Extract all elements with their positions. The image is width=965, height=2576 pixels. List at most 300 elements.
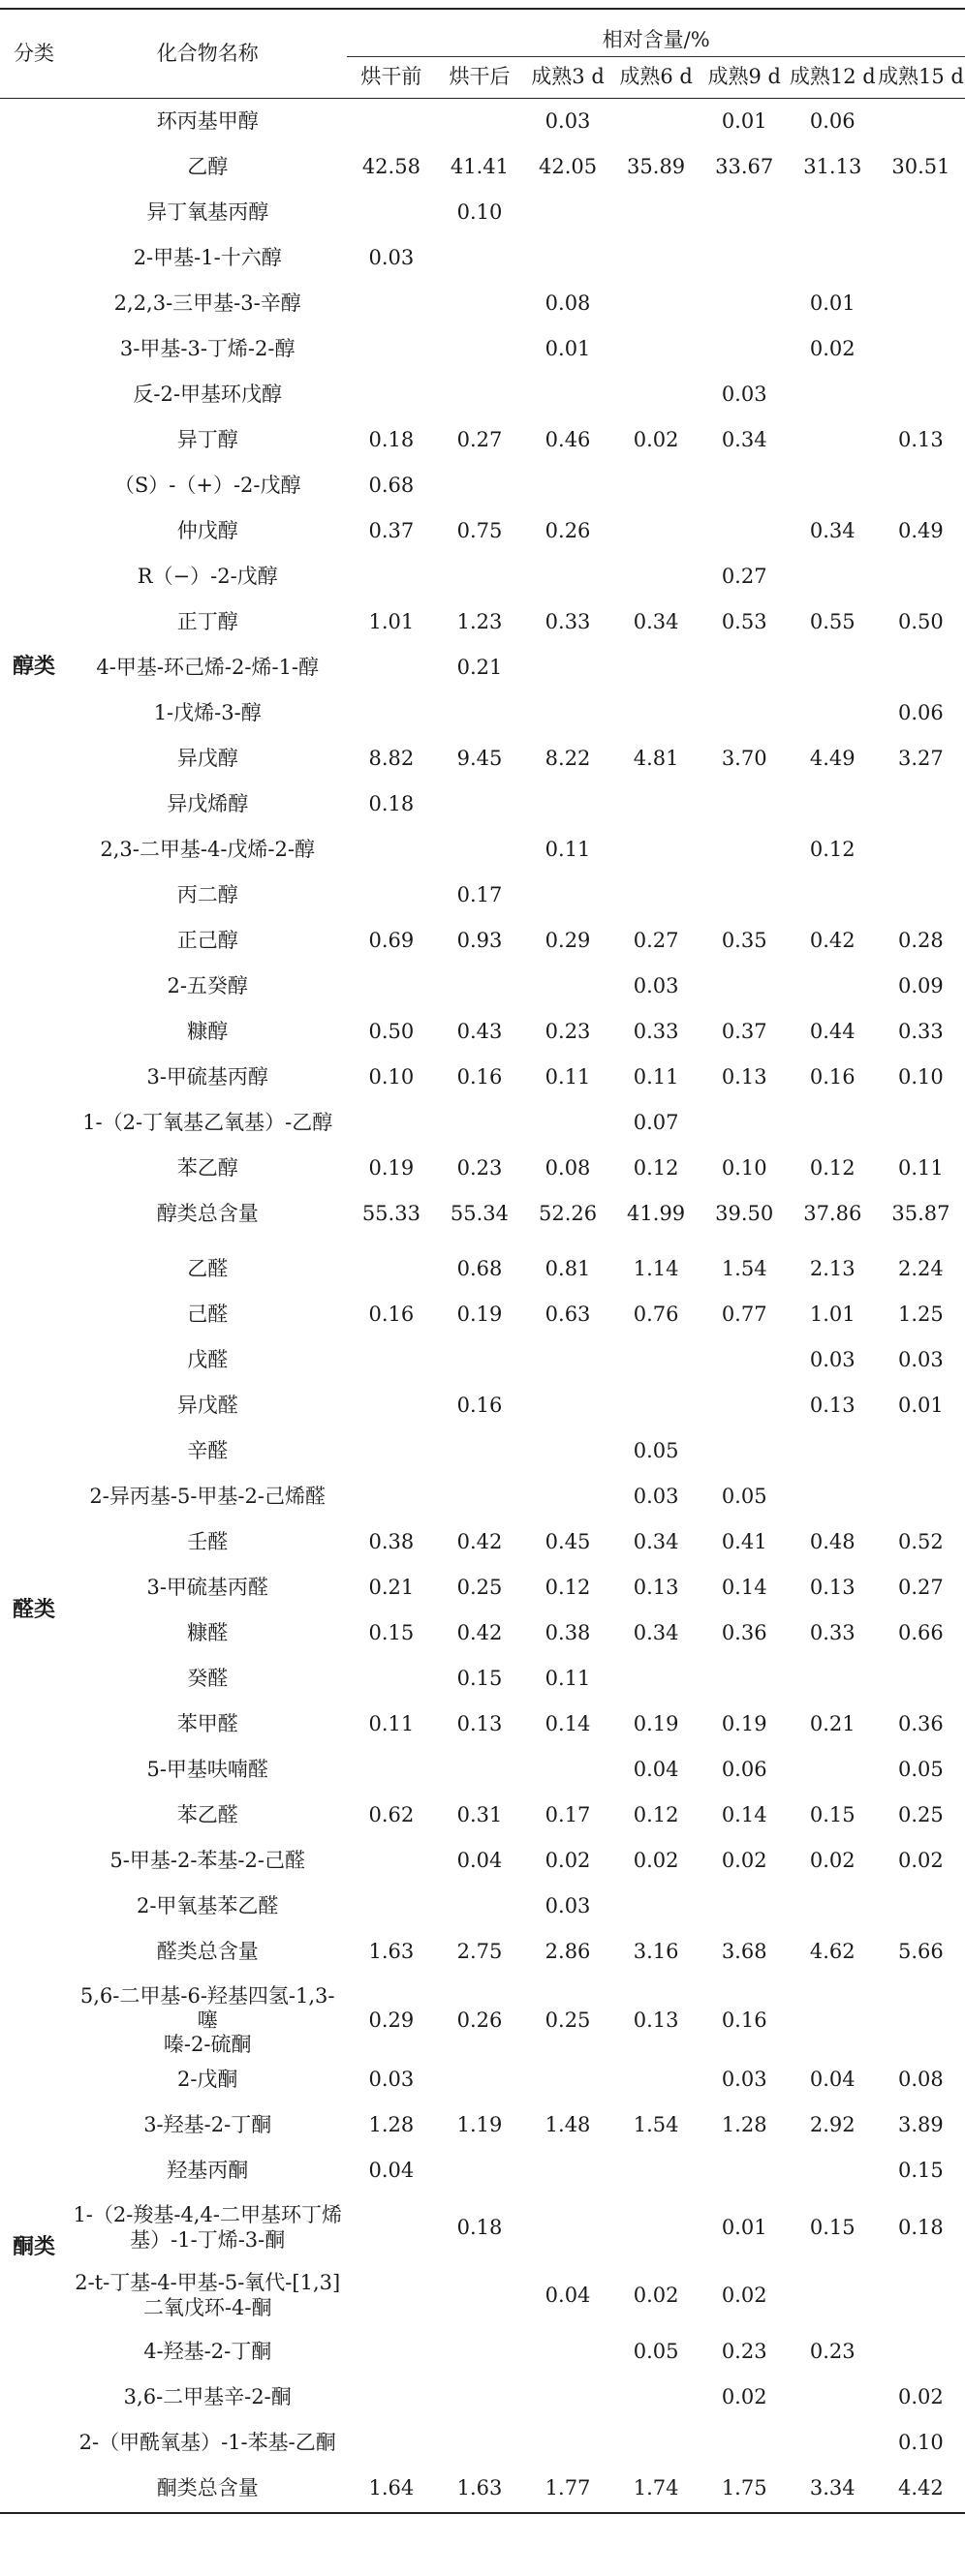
- value-cell: 0.23: [456, 1155, 503, 1180]
- table-row: [0, 99, 965, 145]
- value-cell: [347, 2330, 435, 2376]
- table-row: [0, 463, 965, 508]
- table-row: [0, 964, 965, 1009]
- compound-name: 异戊烯醇: [167, 791, 249, 815]
- table-row: [0, 827, 965, 873]
- value-cell: [877, 372, 965, 417]
- value-cell: 0.03: [898, 1347, 944, 1371]
- header-stage: 成熟6 d: [612, 57, 700, 99]
- value-cell: 0.26: [456, 2009, 503, 2033]
- value-cell: [435, 463, 523, 508]
- value-cell: 0.13: [633, 2009, 679, 2033]
- table-row: [0, 2194, 965, 2262]
- table-row: [0, 1610, 965, 1656]
- value-cell: 0.21: [368, 1575, 415, 1599]
- table-row: [0, 1337, 965, 1383]
- value-cell: 4.42: [877, 2467, 965, 2513]
- value-cell: 0.42: [809, 928, 856, 952]
- value-cell: 0.33: [809, 1620, 856, 1644]
- value-cell: 0.02: [721, 1848, 767, 1872]
- value-cell: 0.18: [368, 427, 415, 451]
- value-cell: [347, 1337, 435, 1383]
- value-cell: [347, 1474, 435, 1519]
- value-cell: 0.23: [809, 2340, 856, 2364]
- header-compound-name: 化合物名称: [68, 9, 347, 99]
- value-cell: 0.10: [898, 1064, 944, 1089]
- value-cell: 0.44: [809, 1019, 856, 1043]
- value-cell: [435, 372, 523, 417]
- value-cell: 0.34: [633, 609, 679, 633]
- value-cell: [789, 1474, 877, 1519]
- compound-name: 苯甲醛: [176, 1711, 238, 1735]
- table-row: [0, 281, 965, 326]
- value-cell: 0.38: [545, 1620, 591, 1644]
- compound-name: 辛醛: [187, 1438, 229, 1462]
- value-cell: [789, 554, 877, 599]
- table-row: [0, 2149, 965, 2194]
- value-cell: 0.03: [368, 245, 415, 269]
- value-cell: 0.33: [545, 609, 591, 633]
- value-cell: 0.18: [368, 791, 415, 815]
- value-cell: 0.03: [809, 1347, 856, 1371]
- value-cell: 0.11: [633, 1064, 679, 1089]
- value-cell: 0.10: [721, 1155, 767, 1180]
- value-cell: [435, 827, 523, 873]
- compound-name: 糠醇: [187, 1019, 229, 1043]
- value-cell: [347, 1884, 435, 1929]
- value-cell: 0.19: [456, 1302, 503, 1326]
- value-cell: 0.69: [368, 928, 415, 952]
- value-cell: 0.43: [456, 1019, 503, 1043]
- table-row: [0, 1747, 965, 1793]
- value-cell: [612, 2149, 700, 2194]
- table-row: [0, 1656, 965, 1702]
- value-cell: [877, 326, 965, 372]
- value-cell: 0.12: [545, 1575, 591, 1599]
- value-cell: 0.17: [545, 1802, 591, 1826]
- value-cell: 0.76: [633, 1302, 679, 1326]
- value-cell: 1.75: [700, 2467, 789, 2513]
- value-cell: [347, 964, 435, 1009]
- table-row: [0, 508, 965, 554]
- value-cell: [435, 2149, 523, 2194]
- compound-name: 5-甲基呋喃醛: [146, 1757, 268, 1781]
- compound-name: 2-五癸醇: [167, 973, 248, 997]
- value-cell: [700, 690, 789, 736]
- compound-name: 丙二醇: [176, 882, 238, 906]
- table-row: [0, 1884, 965, 1929]
- value-cell: [877, 99, 965, 145]
- value-cell: 0.13: [633, 1575, 679, 1599]
- value-cell: 0.10: [368, 1064, 415, 1089]
- value-cell: 0.21: [456, 655, 503, 679]
- header-stage: 成熟15 d: [877, 57, 965, 99]
- value-cell: [524, 2330, 612, 2376]
- value-cell: [789, 1884, 877, 1929]
- value-cell: 1.14: [633, 1256, 679, 1280]
- value-cell: 0.34: [809, 518, 856, 542]
- value-cell: [700, 326, 789, 372]
- value-cell: [700, 645, 789, 690]
- value-cell: 0.25: [898, 1802, 944, 1826]
- value-cell: [612, 99, 700, 145]
- compound-name: 2-甲氧基苯乙醛: [136, 1893, 279, 1917]
- value-cell: [347, 827, 435, 873]
- value-cell: 0.81: [545, 1256, 591, 1280]
- value-cell: 41.41: [450, 154, 510, 178]
- table-row: [0, 1519, 965, 1565]
- value-cell: [612, 1656, 700, 1702]
- value-cell: 0.01: [809, 291, 856, 315]
- compound-name: 1-戊烯-3-醇: [153, 700, 262, 724]
- compound-name: 3,6-二甲基辛-2-酮: [123, 2385, 292, 2409]
- category-label: 酮类: [0, 1984, 68, 2513]
- value-cell: 0.13: [898, 427, 944, 451]
- value-cell: 0.02: [809, 336, 856, 360]
- value-cell: [435, 235, 523, 281]
- value-cell: 0.11: [545, 837, 591, 861]
- value-cell: 1.64: [347, 2467, 435, 2513]
- value-cell: 0.34: [721, 427, 767, 451]
- value-cell: 0.42: [456, 1620, 503, 1644]
- value-cell: 0.03: [721, 382, 767, 406]
- table-row: [0, 2262, 965, 2330]
- table-row: [0, 1702, 965, 1747]
- value-cell: 1.28: [368, 2113, 415, 2137]
- value-cell: 2.24: [898, 1256, 944, 1280]
- value-cell: [877, 782, 965, 827]
- value-cell: [612, 2194, 700, 2262]
- table-row: [0, 235, 965, 281]
- value-cell: [877, 827, 965, 873]
- value-cell: [612, 827, 700, 873]
- value-cell: 0.11: [545, 1666, 591, 1690]
- compound-name: 4-甲基-环己烯-2-烯-1-醇: [96, 655, 320, 679]
- compound-name: 正己醇: [176, 928, 238, 952]
- value-cell: 0.37: [721, 1019, 767, 1043]
- value-cell: 0.02: [809, 1848, 856, 1872]
- value-cell: 2.13: [809, 1256, 856, 1280]
- value-cell: [789, 372, 877, 417]
- value-cell: [789, 1984, 877, 2058]
- compound-name: [68, 2194, 347, 2262]
- value-cell: [789, 2376, 877, 2421]
- value-cell: [524, 2376, 612, 2421]
- table-row: [0, 1428, 965, 1474]
- value-cell: 0.17: [456, 882, 503, 906]
- table-row: [0, 2103, 965, 2149]
- value-cell: 1.54: [633, 2113, 679, 2137]
- value-cell: 0.52: [898, 1529, 944, 1553]
- value-cell: 39.50: [715, 1201, 774, 1225]
- value-cell: 3.70: [721, 746, 767, 770]
- table-row: [0, 554, 965, 599]
- table-row: [0, 2421, 965, 2467]
- value-cell: 3.68: [721, 1939, 767, 1963]
- value-cell: [877, 554, 965, 599]
- value-cell: 0.02: [545, 1848, 591, 1872]
- value-cell: [612, 554, 700, 599]
- value-cell: 0.07: [633, 1110, 679, 1134]
- value-cell: 0.28: [898, 928, 944, 952]
- compound-name: （S）-（+）-2-戊醇: [113, 473, 301, 497]
- value-cell: [789, 1656, 877, 1702]
- value-cell: 0.34: [633, 1620, 679, 1644]
- value-cell: [700, 235, 789, 281]
- value-cell: 0.33: [898, 1019, 944, 1043]
- compound-name: 糠醛: [187, 1620, 229, 1644]
- value-cell: [347, 326, 435, 372]
- value-cell: [524, 645, 612, 690]
- value-cell: 0.03: [633, 973, 679, 997]
- value-cell: 0.04: [633, 1757, 679, 1781]
- value-cell: [524, 190, 612, 235]
- value-cell: 0.10: [898, 2431, 944, 2455]
- compound-name-line: 2-t-丁基-4-甲基-5-氧代-[1,3]: [75, 2271, 341, 2295]
- header-category: 分类: [0, 9, 68, 99]
- value-cell: 3.16: [633, 1939, 679, 1963]
- compound-name: 羟基丙酮: [167, 2159, 249, 2183]
- value-cell: [347, 281, 435, 326]
- compound-name: 3-甲硫基丙醛: [146, 1575, 268, 1599]
- value-cell: [877, 235, 965, 281]
- value-cell: 0.04: [809, 2068, 856, 2092]
- value-cell: [347, 690, 435, 736]
- value-cell: 0.01: [721, 2215, 767, 2239]
- value-cell: 0.02: [898, 2385, 944, 2409]
- value-cell: [789, 2262, 877, 2330]
- compound-name-line: 基）-1-丁烯-3-酮: [130, 2227, 286, 2252]
- value-cell: [700, 873, 789, 918]
- value-cell: [700, 827, 789, 873]
- value-cell: [700, 964, 789, 1009]
- value-cell: 0.75: [456, 518, 503, 542]
- value-cell: [789, 1100, 877, 1146]
- value-cell: 1.19: [456, 2113, 503, 2137]
- value-cell: 0.15: [898, 2159, 944, 2183]
- value-cell: [524, 1428, 612, 1474]
- value-cell: [524, 1747, 612, 1793]
- value-cell: 0.03: [368, 2068, 415, 2092]
- header-stage: 成熟3 d: [524, 57, 612, 99]
- value-cell: [612, 645, 700, 690]
- value-cell: 0.04: [456, 1848, 503, 1872]
- value-cell: [524, 690, 612, 736]
- value-cell: 0.15: [809, 2215, 856, 2239]
- value-cell: [612, 1337, 700, 1383]
- value-cell: [347, 2376, 435, 2421]
- table-row: [0, 645, 965, 690]
- compound-name: [68, 2262, 347, 2330]
- value-cell: [524, 1474, 612, 1519]
- value-cell: 55.33: [361, 1201, 420, 1225]
- compound-name: 壬醛: [187, 1529, 229, 1553]
- value-cell: 0.02: [633, 427, 679, 451]
- table-row: [0, 1793, 965, 1838]
- value-cell: 0.23: [721, 2340, 767, 2364]
- value-cell: [524, 1337, 612, 1383]
- value-cell: 9.45: [456, 746, 503, 770]
- compound-name: 2-戊酮: [176, 2068, 238, 2092]
- compound-name: 异丁氧基丙醇: [146, 199, 269, 224]
- value-cell: 1.23: [456, 609, 503, 633]
- value-cell: [789, 1747, 877, 1793]
- value-cell: [435, 964, 523, 1009]
- value-cell: 1.77: [524, 2467, 612, 2513]
- value-cell: 0.55: [809, 609, 856, 633]
- table-row: [0, 690, 965, 736]
- value-cell: [700, 782, 789, 827]
- value-cell: [877, 1474, 965, 1519]
- table-row: [0, 2467, 965, 2513]
- table-row: [0, 1246, 965, 1292]
- value-cell: [347, 1383, 435, 1428]
- value-cell: 0.15: [456, 1666, 503, 1690]
- value-cell: 3.89: [898, 2113, 944, 2137]
- value-cell: 0.01: [898, 1393, 944, 1417]
- value-cell: 1.01: [809, 1302, 856, 1326]
- compound-name-line: 嗪-2-硫酮: [163, 2033, 252, 2057]
- value-cell: 0.06: [721, 1757, 767, 1781]
- compound-name: 醛类总含量: [156, 1939, 259, 1963]
- value-cell: 41.99: [627, 1201, 686, 1225]
- value-cell: 1.54: [721, 1256, 767, 1280]
- value-cell: 0.13: [809, 1575, 856, 1599]
- value-cell: [877, 873, 965, 918]
- value-cell: [612, 1884, 700, 1929]
- value-cell: [347, 1838, 435, 1884]
- value-cell: [877, 1884, 965, 1929]
- value-cell: 0.29: [368, 2009, 415, 2033]
- value-cell: 0.49: [898, 518, 944, 542]
- value-cell: 0.34: [633, 1529, 679, 1553]
- value-cell: [700, 2421, 789, 2467]
- table-row: [0, 417, 965, 463]
- value-cell: 0.05: [633, 2340, 679, 2364]
- compound-name: 异戊醛: [176, 1393, 238, 1417]
- value-cell: 0.03: [721, 2068, 767, 2092]
- value-cell: 33.67: [715, 154, 774, 178]
- table-row: [0, 1100, 965, 1146]
- value-cell: 0.03: [545, 1893, 591, 1917]
- value-cell: [877, 1100, 965, 1146]
- value-cell: [524, 2149, 612, 2194]
- value-cell: 3.34: [789, 2467, 877, 2513]
- value-cell: [347, 645, 435, 690]
- table-row: [0, 190, 965, 235]
- section-spacer: [0, 1237, 965, 1246]
- compound-name: 苯乙醇: [176, 1155, 238, 1180]
- value-cell: 0.01: [545, 336, 591, 360]
- compound-name: [68, 1984, 347, 2058]
- value-cell: 0.08: [545, 291, 591, 315]
- table-row: [0, 144, 965, 190]
- value-cell: [789, 190, 877, 235]
- header-stage: 成熟12 d: [789, 57, 877, 99]
- value-cell: [524, 2421, 612, 2467]
- value-cell: [435, 1337, 523, 1383]
- value-cell: 0.04: [368, 2159, 415, 2183]
- table-row: [0, 2058, 965, 2103]
- value-cell: 0.45: [545, 1529, 591, 1553]
- compound-name: 异丁醇: [176, 427, 238, 451]
- compound-name: 1-（2-丁氧基乙氧基）-乙醇: [82, 1110, 333, 1134]
- table-row: [0, 2330, 965, 2376]
- value-cell: [789, 235, 877, 281]
- compound-name: 酮类总含量: [68, 2467, 347, 2513]
- compound-name: 5-甲基-2-苯基-2-己醛: [109, 1848, 305, 1872]
- value-cell: [789, 690, 877, 736]
- value-cell: [524, 372, 612, 417]
- value-cell: 1.01: [368, 609, 415, 633]
- value-cell: [347, 1656, 435, 1702]
- value-cell: [877, 2330, 965, 2376]
- compound-name: 2-（甲酰氧基）-1-苯基-乙酮: [78, 2431, 336, 2455]
- table-body: [0, 99, 965, 2513]
- value-cell: 42.58: [361, 154, 420, 178]
- table-row: [0, 1565, 965, 1610]
- value-cell: 0.27: [721, 564, 767, 588]
- compound-name: 戊醛: [187, 1347, 229, 1371]
- value-cell: 0.27: [456, 427, 503, 451]
- header-stage: 成熟9 d: [700, 57, 789, 99]
- value-cell: 0.09: [898, 973, 944, 997]
- compound-name: 4-羟基-2-丁酮: [143, 2340, 272, 2364]
- value-cell: 0.13: [721, 1064, 767, 1089]
- value-cell: 0.05: [898, 1757, 944, 1781]
- value-cell: 30.51: [891, 154, 950, 178]
- value-cell: [435, 1747, 523, 1793]
- value-cell: [435, 2421, 523, 2467]
- table-row: [0, 1055, 965, 1100]
- value-cell: 0.53: [721, 609, 767, 633]
- header-relative-content: 相对含量/%: [347, 9, 965, 57]
- value-cell: [612, 873, 700, 918]
- value-cell: 0.06: [898, 700, 944, 724]
- table-row: [0, 372, 965, 417]
- value-cell: [347, 554, 435, 599]
- value-cell: [789, 417, 877, 463]
- table-row: [0, 736, 965, 782]
- value-cell: [612, 2376, 700, 2421]
- compound-name: 乙醛: [187, 1256, 229, 1280]
- compound-name: 3-甲基-3-丁烯-2-醇: [119, 336, 296, 360]
- compound-name: 己醛: [187, 1302, 229, 1326]
- value-cell: 0.03: [633, 1484, 679, 1508]
- compound-name: 癸醛: [187, 1666, 229, 1690]
- table-row: [0, 1009, 965, 1055]
- value-cell: [877, 1984, 965, 2058]
- value-cell: [612, 463, 700, 508]
- value-cell: [700, 1884, 789, 1929]
- category-label: 醛类: [13, 1597, 56, 1622]
- value-cell: 0.11: [368, 1711, 415, 1735]
- compound-name: 仲戊醇: [176, 518, 238, 542]
- compound-name: R（−）-2-戊醇: [137, 564, 278, 588]
- value-cell: 0.77: [721, 1302, 767, 1326]
- table-header: [0, 9, 965, 99]
- compound-name-line: 5,6-二甲基-6-羟基四氢-1,3-噻: [79, 1984, 335, 2033]
- value-cell: 0.13: [809, 1393, 856, 1417]
- value-cell: 0.02: [633, 2283, 679, 2307]
- value-cell: 0.16: [368, 1302, 415, 1326]
- value-cell: 2.75: [456, 1939, 503, 1963]
- value-cell: [347, 99, 435, 145]
- value-cell: 0.04: [545, 2283, 591, 2307]
- value-cell: 1.48: [545, 2113, 591, 2137]
- value-cell: 0.01: [721, 108, 767, 133]
- compound-name: 2,2,3-三甲基-3-辛醇: [113, 291, 301, 315]
